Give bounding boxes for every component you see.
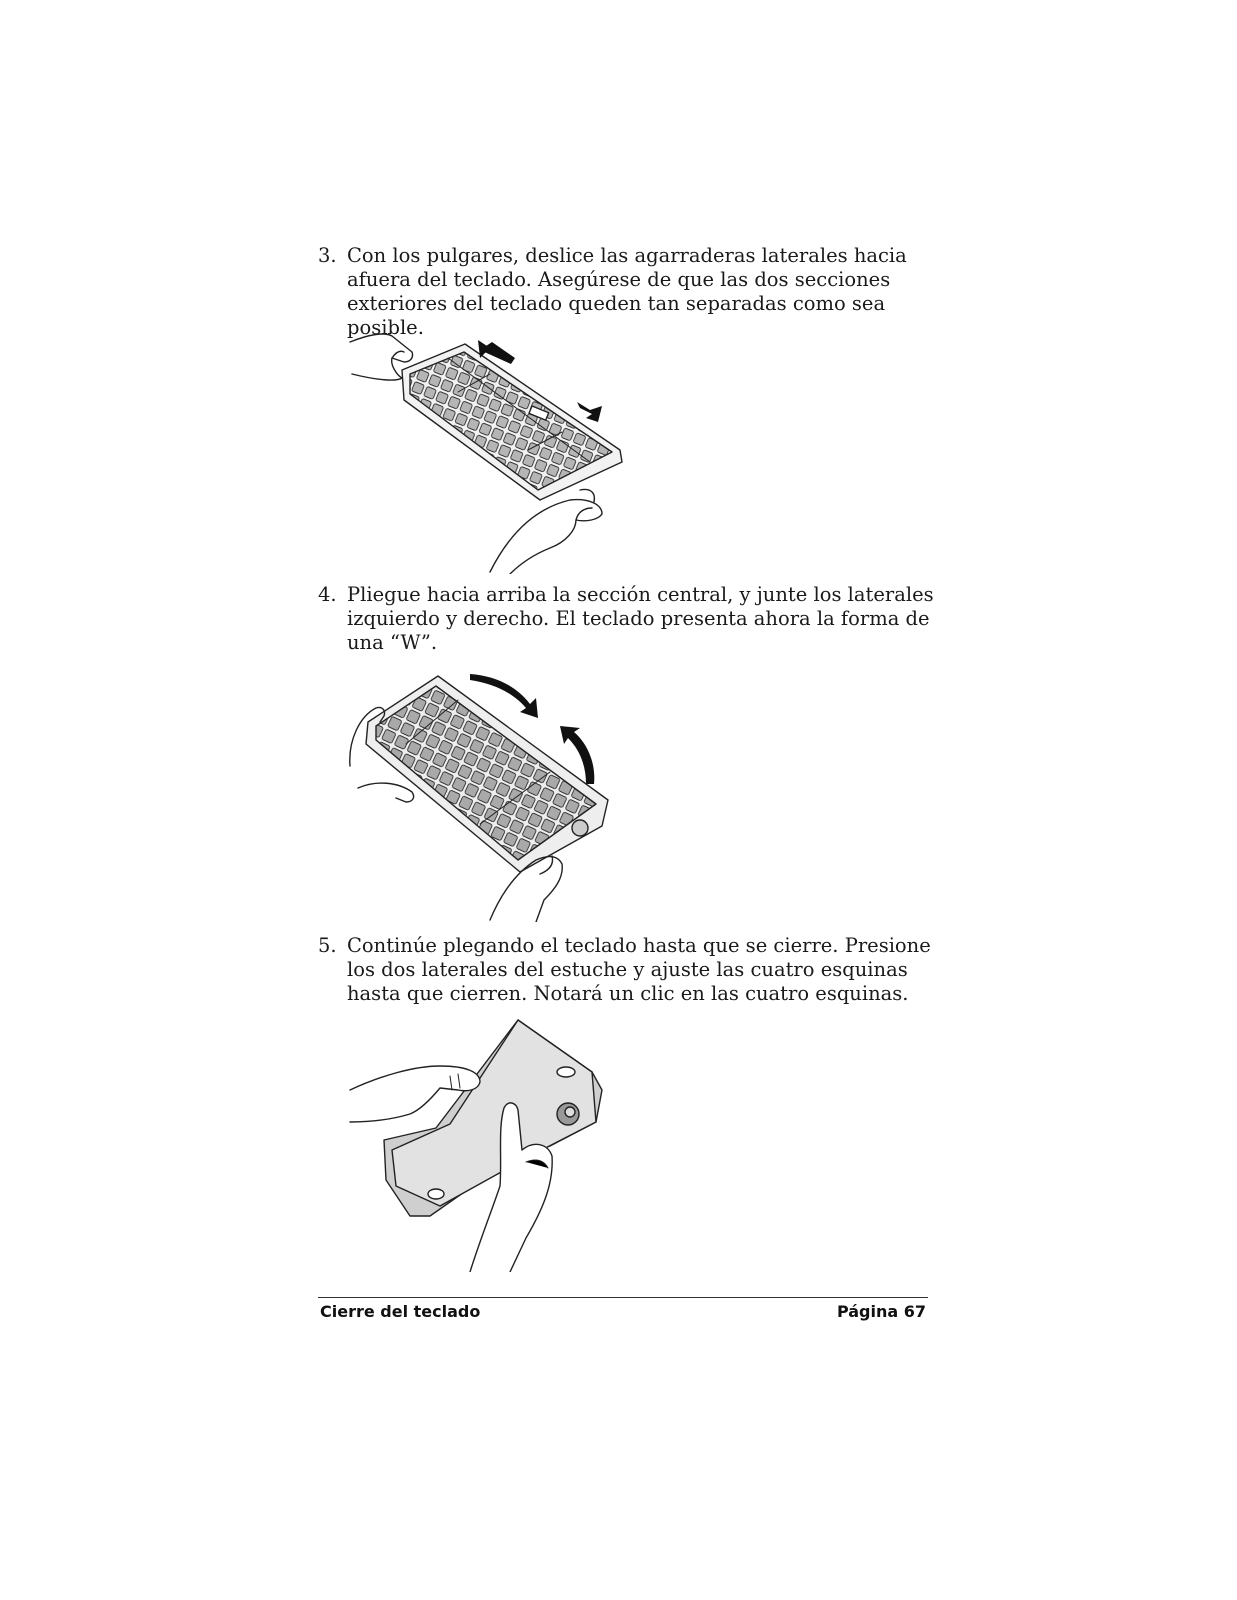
step-number: 3.: [318, 244, 337, 267]
step-number: 5.: [318, 934, 337, 957]
step-number: 4.: [318, 583, 337, 606]
keyboard-folding-illustration: [340, 660, 630, 922]
step-text: Con los pulgares, deslice las agarraderas laterales hacia afuera del teclado. Asegúrese de que las dos secciones exteriores del teclado queden tan separadas como sea posible.: [347, 244, 907, 339]
keyboard-closed-case-illustration: [340, 1010, 620, 1272]
step-5: [318, 934, 938, 1006]
keyboard-unfolded-illustration: [340, 322, 640, 574]
footer-page-number: Página 67: [836, 1302, 926, 1321]
step-4: [318, 583, 938, 655]
footer-section-title: Cierre del teclado: [320, 1302, 481, 1321]
step-text: Continúe plegando el teclado hasta que se cierre. Presione los dos laterales del estuche y ajuste las cuatro esquinas hasta que cierren. Notará un clic en las cuatro esquinas.: [347, 934, 931, 1005]
step-text: Pliegue hacia arriba la sección central, y junte los laterales izquierdo y derecho. El teclado presenta ahora la forma de una “W”.: [347, 583, 934, 654]
footer-divider: [318, 1297, 928, 1298]
